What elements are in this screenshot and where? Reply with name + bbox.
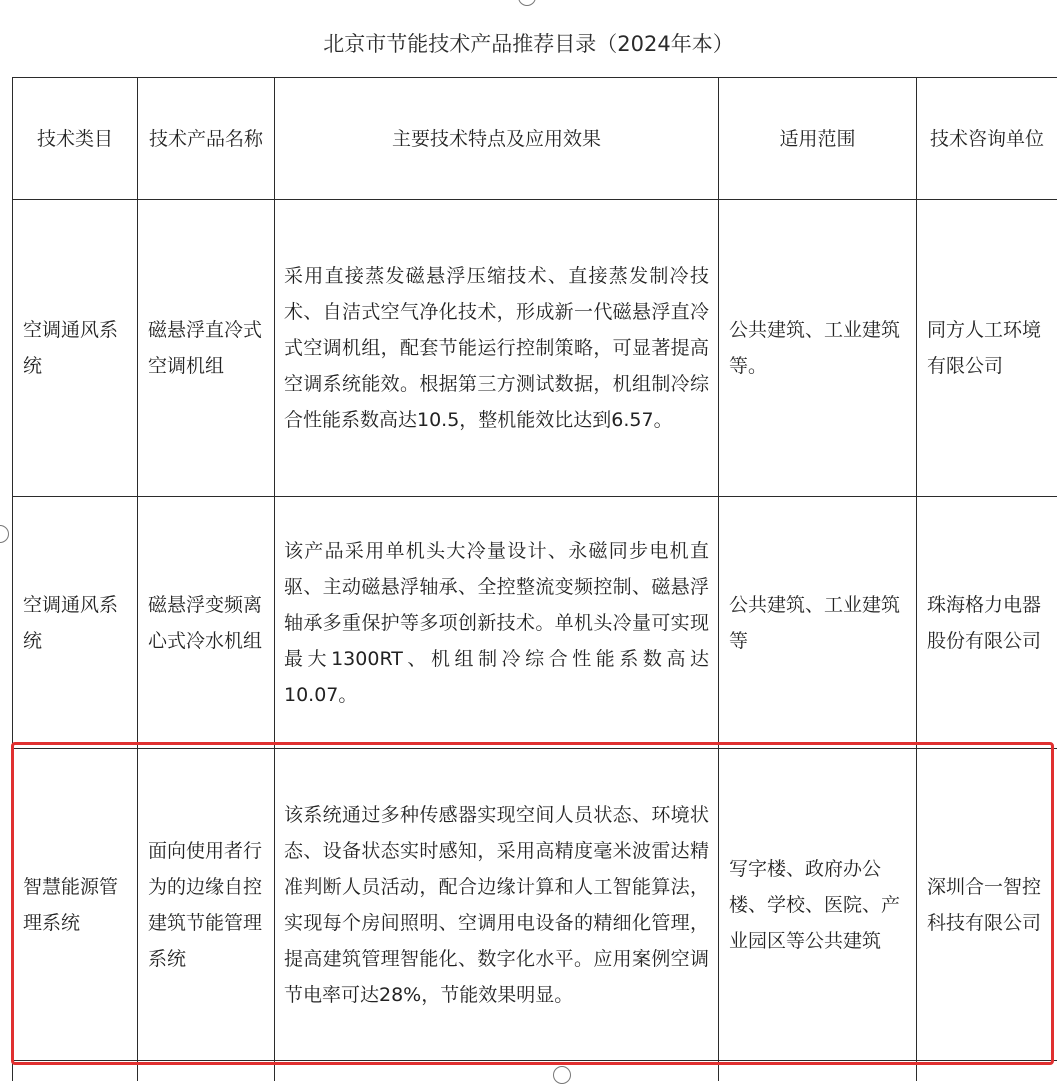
- cell-product: 磁悬浮变频离心式冷水机组: [138, 497, 275, 749]
- cell-empty: [13, 1061, 138, 1081]
- cell-empty: [917, 1061, 1057, 1081]
- cell-features: 该系统通过多种传感器实现空间人员状态、环境状态、设备状态实时感知，采用高精度毫米波雷达精准判断人员活动，配合边缘计算和人工智能算法，实现每个房间照明、空调用电设备的精细化管理，提高建筑管理智能化、数字化水平。应用案例空调节电率可达28%，节能效果明显。: [275, 749, 719, 1061]
- cell-consultant: 珠海格力电器股份有限公司: [917, 497, 1057, 749]
- table-row-highlighted: [13, 749, 1057, 1061]
- cell-product: 面向使用者行为的边缘自控建筑节能管理系统: [138, 749, 275, 1061]
- table-header-row: [13, 78, 1057, 200]
- header-product: 技术产品名称: [138, 78, 275, 200]
- cell-category: 智慧能源管理系统: [13, 749, 138, 1061]
- cell-empty: [275, 1061, 719, 1081]
- table-row: [13, 497, 1057, 749]
- cell-scope: 公共建筑、工业建筑等: [719, 497, 917, 749]
- cell-scope: 公共建筑、工业建筑等。: [719, 200, 917, 497]
- cell-consultant: 同方人工环境有限公司: [917, 200, 1057, 497]
- table-row-partial: [13, 1061, 1057, 1081]
- cell-features: 该产品采用单机头大冷量设计、永磁同步电机直驱、主动磁悬浮轴承、全控整流变频控制、磁悬浮轴承多重保护等多项创新技术。单机头冷量可实现最大1300RT、机组制冷综合性能系数高达10.07。: [275, 497, 719, 749]
- cell-scope: 写字楼、政府办公楼、学校、医院、产业园区等公共建筑: [719, 749, 917, 1061]
- cell-consultant: 深圳合一智控科技有限公司: [917, 749, 1057, 1061]
- scroll-handle-top[interactable]: [518, 0, 536, 6]
- header-category: 技术类目: [13, 78, 138, 200]
- page-title: 北京市节能技术产品推荐目录（2024年本）: [0, 26, 1057, 62]
- header-features: 主要技术特点及应用效果: [275, 78, 719, 200]
- cell-empty: [719, 1061, 917, 1081]
- cell-category: 空调通风系统: [13, 497, 138, 749]
- cell-product: 磁悬浮直冷式空调机组: [138, 200, 275, 497]
- cell-features: 采用直接蒸发磁悬浮压缩技术、直接蒸发制冷技术、自洁式空气净化技术，形成新一代磁悬浮直冷式空调机组，配套节能运行控制策略，可显著提高空调系统能效。根据第三方测试数据，机组制冷综合性能系数高达10.5，整机能效比达到6.57。: [275, 200, 719, 497]
- catalog-table: [12, 77, 1057, 1081]
- table-row: [13, 200, 1057, 497]
- cell-category: 空调通风系统: [13, 200, 138, 497]
- scroll-handle-left[interactable]: [0, 525, 9, 543]
- header-consultant: 技术咨询单位: [917, 78, 1057, 200]
- scroll-handle-bottom[interactable]: [553, 1066, 571, 1084]
- header-scope: 适用范围: [719, 78, 917, 200]
- cell-empty: [138, 1061, 275, 1081]
